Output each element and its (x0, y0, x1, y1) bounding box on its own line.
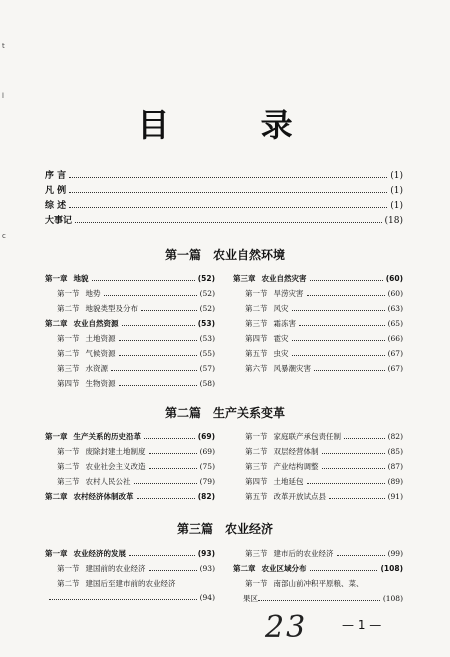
leader-dots (134, 482, 197, 484)
leader-dots (149, 452, 197, 454)
toc-section-row[interactable] (233, 333, 403, 348)
leader-dots (69, 206, 387, 208)
toc-entry-number: 第三节 (245, 319, 268, 328)
toc-entry-number: 第一章 (45, 432, 68, 441)
page-ref: (87) (387, 462, 403, 471)
front-matter-label: 大事记 (45, 216, 73, 226)
edge-mark: c (2, 232, 6, 240)
page-ref: (60) (387, 289, 403, 298)
toc-chapter-row[interactable] (45, 491, 215, 506)
toc-section-row[interactable] (45, 348, 215, 363)
toc-entry-title: 风灾 (273, 304, 289, 313)
toc-entry-title: 改革开放试点县 (273, 492, 326, 501)
toc-section-row[interactable] (45, 476, 215, 491)
page-ref: (53) (197, 319, 215, 328)
part-heading: 第三篇 农业经济 (176, 522, 273, 536)
page-ref: (1) (390, 201, 403, 211)
toc-section-row[interactable] (233, 491, 403, 506)
toc-entry-title: 建市后的农业经济 (273, 549, 334, 558)
toc-entry-title: 霜冻害 (273, 319, 296, 328)
front-matter-item[interactable] (45, 168, 403, 183)
toc-section-row[interactable] (233, 461, 403, 476)
toc-entry-number: 第二节 (57, 579, 80, 588)
page-ref: (85) (387, 447, 403, 456)
toc-entry-number: 第二节 (245, 304, 268, 313)
front-matter-list (45, 168, 403, 228)
toc-entry-title: 农业自然灾害 (261, 274, 307, 283)
toc-section-row[interactable] (45, 461, 215, 476)
toc-section-row[interactable] (45, 446, 215, 461)
leader-dots (137, 497, 195, 499)
toc-entry-number: 第二章 (45, 492, 68, 501)
toc-entry-number: 第四节 (245, 334, 268, 343)
leader-dots (129, 554, 195, 556)
toc-section-row[interactable] (45, 563, 215, 578)
toc-column-part2-left (45, 431, 215, 506)
toc-section-row[interactable] (233, 363, 403, 378)
page-ref: (18) (384, 216, 403, 226)
toc-section-row[interactable] (45, 333, 215, 348)
page-ref: (1) (390, 171, 403, 181)
page-ref: (82) (387, 432, 403, 441)
page-ref: (91) (387, 492, 403, 501)
toc-entry-number: 第一节 (245, 289, 268, 298)
toc-section-row[interactable] (45, 578, 215, 593)
page-ref: (53) (199, 334, 215, 343)
toc-entry-title: 气候资源 (85, 349, 116, 358)
toc-entry-title: 土地资源 (85, 334, 116, 343)
leader-dots (141, 309, 197, 311)
page-ref: (67) (387, 349, 403, 358)
toc-section-row[interactable] (45, 288, 215, 303)
page-ref: (66) (387, 334, 403, 343)
leader-dots (329, 497, 385, 499)
toc-section-row[interactable] (233, 476, 403, 491)
page-title: 目 录 (137, 106, 333, 144)
page-ref: (58) (199, 379, 215, 388)
toc-entry-title: 家庭联产承包责任制 (273, 432, 341, 441)
page-ref: (67) (387, 364, 403, 373)
toc-entry-title: 地貌类型及分布 (85, 304, 138, 313)
toc-entry-title: 雹灾 (273, 334, 289, 343)
page-ref: (52) (199, 289, 215, 298)
leader-dots (292, 339, 385, 341)
leader-dots (49, 598, 197, 600)
toc-chapter-row[interactable] (233, 563, 403, 578)
toc-section-row[interactable] (233, 593, 403, 608)
page-ref: (82) (197, 492, 215, 501)
front-matter-item[interactable] (45, 213, 403, 228)
toc-entry-number: 第一节 (245, 579, 268, 588)
toc-entry-number: 第四节 (245, 477, 268, 486)
leader-dots (119, 354, 197, 356)
edge-mark: t (2, 42, 5, 50)
toc-column-part1-right (233, 273, 403, 378)
page-ref: (94) (199, 593, 215, 602)
toc-entry-title: 农业经济的发展 (73, 549, 126, 558)
toc-entry-number: 第一节 (57, 289, 80, 298)
toc-section-row[interactable] (233, 288, 403, 303)
leader-dots (344, 437, 385, 439)
leader-dots (92, 279, 195, 281)
toc-entry-title: 废除封建土地制度 (85, 447, 146, 456)
front-matter-label: 综 述 (45, 201, 67, 211)
toc-entry-title: 农村人民公社 (85, 477, 131, 486)
front-matter-label: 凡 例 (45, 186, 67, 196)
toc-entry-number: 第一章 (45, 549, 68, 558)
leader-dots (149, 467, 197, 469)
toc-chapter-row[interactable] (45, 318, 215, 333)
leader-dots (337, 554, 385, 556)
toc-entry-number: 第三节 (245, 549, 268, 558)
toc-entry-number: 第三节 (57, 477, 80, 486)
toc-section-row[interactable] (233, 548, 403, 563)
toc-entry-number: 第五节 (245, 492, 268, 501)
toc-entry-number: 第四节 (57, 379, 80, 388)
page-ref: (1) (390, 186, 403, 196)
page-ref: (93) (199, 564, 215, 573)
toc-section-row[interactable] (45, 593, 215, 608)
toc-entry-number: 第二节 (57, 304, 80, 313)
toc-entry-number: 第一章 (45, 274, 68, 283)
page-ref: (93) (197, 549, 215, 558)
leader-dots (111, 369, 197, 371)
leader-dots (69, 191, 387, 193)
leader-dots (119, 339, 197, 341)
toc-section-row[interactable] (233, 318, 403, 333)
toc-entry-number: 第六节 (245, 364, 268, 373)
toc-chapter-row[interactable] (45, 273, 215, 288)
front-matter-label: 序 言 (45, 171, 67, 181)
page-ref: (55) (199, 349, 215, 358)
toc-section-row[interactable] (233, 303, 403, 318)
toc-entry-title: 风暴潮灾害 (273, 364, 311, 373)
leader-dots (310, 569, 378, 571)
toc-entry-title: 地貌 (73, 274, 89, 283)
toc-entry-title: 地势 (85, 289, 101, 298)
toc-section-row[interactable] (45, 303, 215, 318)
toc-entry-title: 生产关系的历史沿革 (73, 432, 141, 441)
toc-column-part3-left (45, 548, 215, 608)
leader-dots (292, 354, 385, 356)
leader-dots (122, 324, 195, 326)
toc-section-row[interactable] (233, 578, 403, 593)
leader-dots (292, 309, 385, 311)
toc-entry-number: 第三章 (233, 274, 256, 283)
page-ref: (63) (387, 304, 403, 313)
leader-dots (307, 294, 385, 296)
toc-entry-title: 土地延包 (273, 477, 304, 486)
toc-entry-title: 水资源 (85, 364, 108, 373)
part-heading: 第一篇 农业自然环境 (164, 248, 285, 262)
toc-entry-number: 第五节 (245, 349, 268, 358)
toc-chapter-row[interactable] (45, 548, 215, 563)
toc-entry-number: 第二节 (57, 349, 80, 358)
page-ref: (69) (199, 447, 215, 456)
page-ref: (75) (199, 462, 215, 471)
front-matter-item[interactable] (45, 198, 403, 213)
toc-entry-number: 第二节 (57, 462, 80, 471)
page-ref: (108) (382, 594, 403, 603)
toc-entry-number: 第二章 (45, 319, 68, 328)
handwritten-note: 23 (265, 610, 308, 645)
toc-entry-number: 第三节 (245, 462, 268, 471)
leader-dots (310, 279, 383, 281)
toc-entry-title: 产业结构调整 (273, 462, 319, 471)
toc-chapter-row[interactable] (45, 431, 215, 446)
leader-dots (75, 221, 382, 223)
page-ref: (108) (380, 564, 403, 573)
toc-entry-title: 建国前的农业经济 (85, 564, 146, 573)
toc-entry-title: 虫灾 (273, 349, 289, 358)
toc-entry-title: 农业自然资源 (73, 319, 119, 328)
toc-entry-title: 农村经济体制改革 (73, 492, 134, 501)
toc-column-part3-right (233, 548, 403, 608)
toc-entry-title: 双层经营体制 (273, 447, 319, 456)
toc-entry-title: 旱涝灾害 (273, 289, 304, 298)
toc-section-row[interactable] (233, 446, 403, 461)
leader-dots (258, 599, 380, 601)
toc-section-row[interactable] (45, 363, 215, 378)
page-ref: (65) (387, 319, 403, 328)
edge-mark: l (2, 92, 4, 100)
toc-section-row[interactable] (233, 431, 403, 446)
page-number: — 1 — (342, 618, 382, 632)
leader-dots (104, 294, 197, 296)
page-ref: (57) (199, 364, 215, 373)
toc-entry-number: 第二节 (245, 447, 268, 456)
toc-entry-title: 农业区域分布 (261, 564, 307, 573)
part-heading: 第二篇 生产关系变革 (164, 406, 285, 420)
toc-entry-title: 建国后至建市前的农业经济 (85, 579, 176, 588)
leader-dots (149, 569, 197, 571)
toc-column-part2-right (233, 431, 403, 506)
leader-dots (299, 324, 385, 326)
toc-section-row[interactable] (233, 348, 403, 363)
toc-entry-number: 第三节 (57, 364, 80, 373)
page-ref: (89) (387, 477, 403, 486)
page-ref: (52) (197, 274, 215, 283)
toc-column-part1-left (45, 273, 215, 393)
page-ref: (79) (199, 477, 215, 486)
leader-dots (307, 482, 385, 484)
toc-entry-number: 第一节 (245, 432, 268, 441)
toc-section-row[interactable] (45, 378, 215, 393)
toc-entry-number: 第一节 (57, 564, 80, 573)
toc-entry-title: 果区 (243, 594, 258, 603)
page-ref: (60) (385, 274, 403, 283)
leader-dots (314, 369, 385, 371)
toc-entry-title: 南部山前冲积平原粮、菜、 (273, 579, 364, 588)
leader-dots (322, 452, 385, 454)
leader-dots (119, 384, 197, 386)
leader-dots (144, 437, 195, 439)
page-ref: (52) (199, 304, 215, 313)
toc-entry-title: 生物资源 (85, 379, 116, 388)
page-ref: (99) (387, 549, 403, 558)
front-matter-item[interactable] (45, 183, 403, 198)
toc-chapter-row[interactable] (233, 273, 403, 288)
page-ref: (69) (197, 432, 215, 441)
leader-dots (322, 467, 385, 469)
toc-entry-number: 第二章 (233, 564, 256, 573)
toc-entry-number: 第一节 (57, 334, 80, 343)
leader-dots (69, 176, 387, 178)
toc-entry-title: 农业社会主义改造 (85, 462, 146, 471)
toc-entry-number: 第一节 (57, 447, 80, 456)
